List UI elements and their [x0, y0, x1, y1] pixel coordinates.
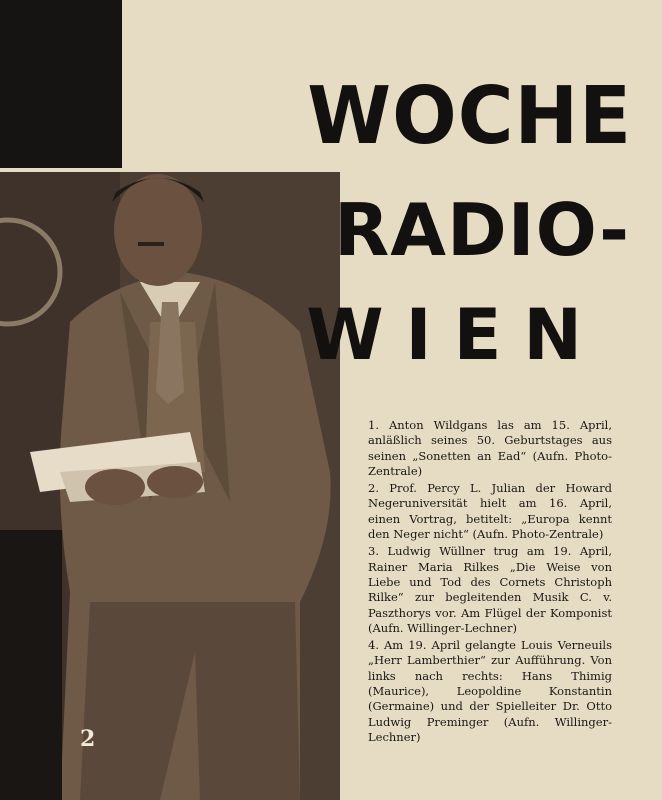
photo-dark-edge: [0, 530, 62, 800]
caption-3: 3. Ludwig Wüllner trug am 19. April, Rainer Maria Rilkes „Die Weise von Liebe und Tod des Cornets Christoph Rilke“ zur begleitenden Musik C. v. Paszthorys vor. Am Flügel der Komponist (Aufn. Willinger-Lechner): [368, 544, 612, 635]
masthead-wien: WIEN: [306, 294, 604, 376]
photo-number: 2: [80, 726, 96, 752]
caption-column: [368, 418, 612, 747]
masthead-radio: RADIO-: [333, 188, 630, 272]
caption-1: 1. Anton Wildgans las am 15. April, anläßlich seines 50. Geburtstages aus seinen „Sonetten an Ead“ (Aufn. Photo-Zentrale): [368, 418, 612, 478]
masthead-woche: WOCHE: [307, 68, 632, 163]
caption-4: 4. Am 19. April gelangte Louis Verneuils „Herr Lamberthier“ zur Aufführung. Von links nach rechts: Hans Thimig (Maurice), Leopoldine Konstantin (Germaine) und der Spielleiter Dr. Otto Ludwig Preminger (Aufn. Willinger-Lechner): [368, 638, 612, 744]
caption-2: 2. Prof. Percy L. Julian der Howard Negeruniversität hielt am 16. April, einen Vortrag, betitelt: „Europa kennt den Neger nicht“ (Aufn. Photo-Zentrale): [368, 481, 612, 542]
